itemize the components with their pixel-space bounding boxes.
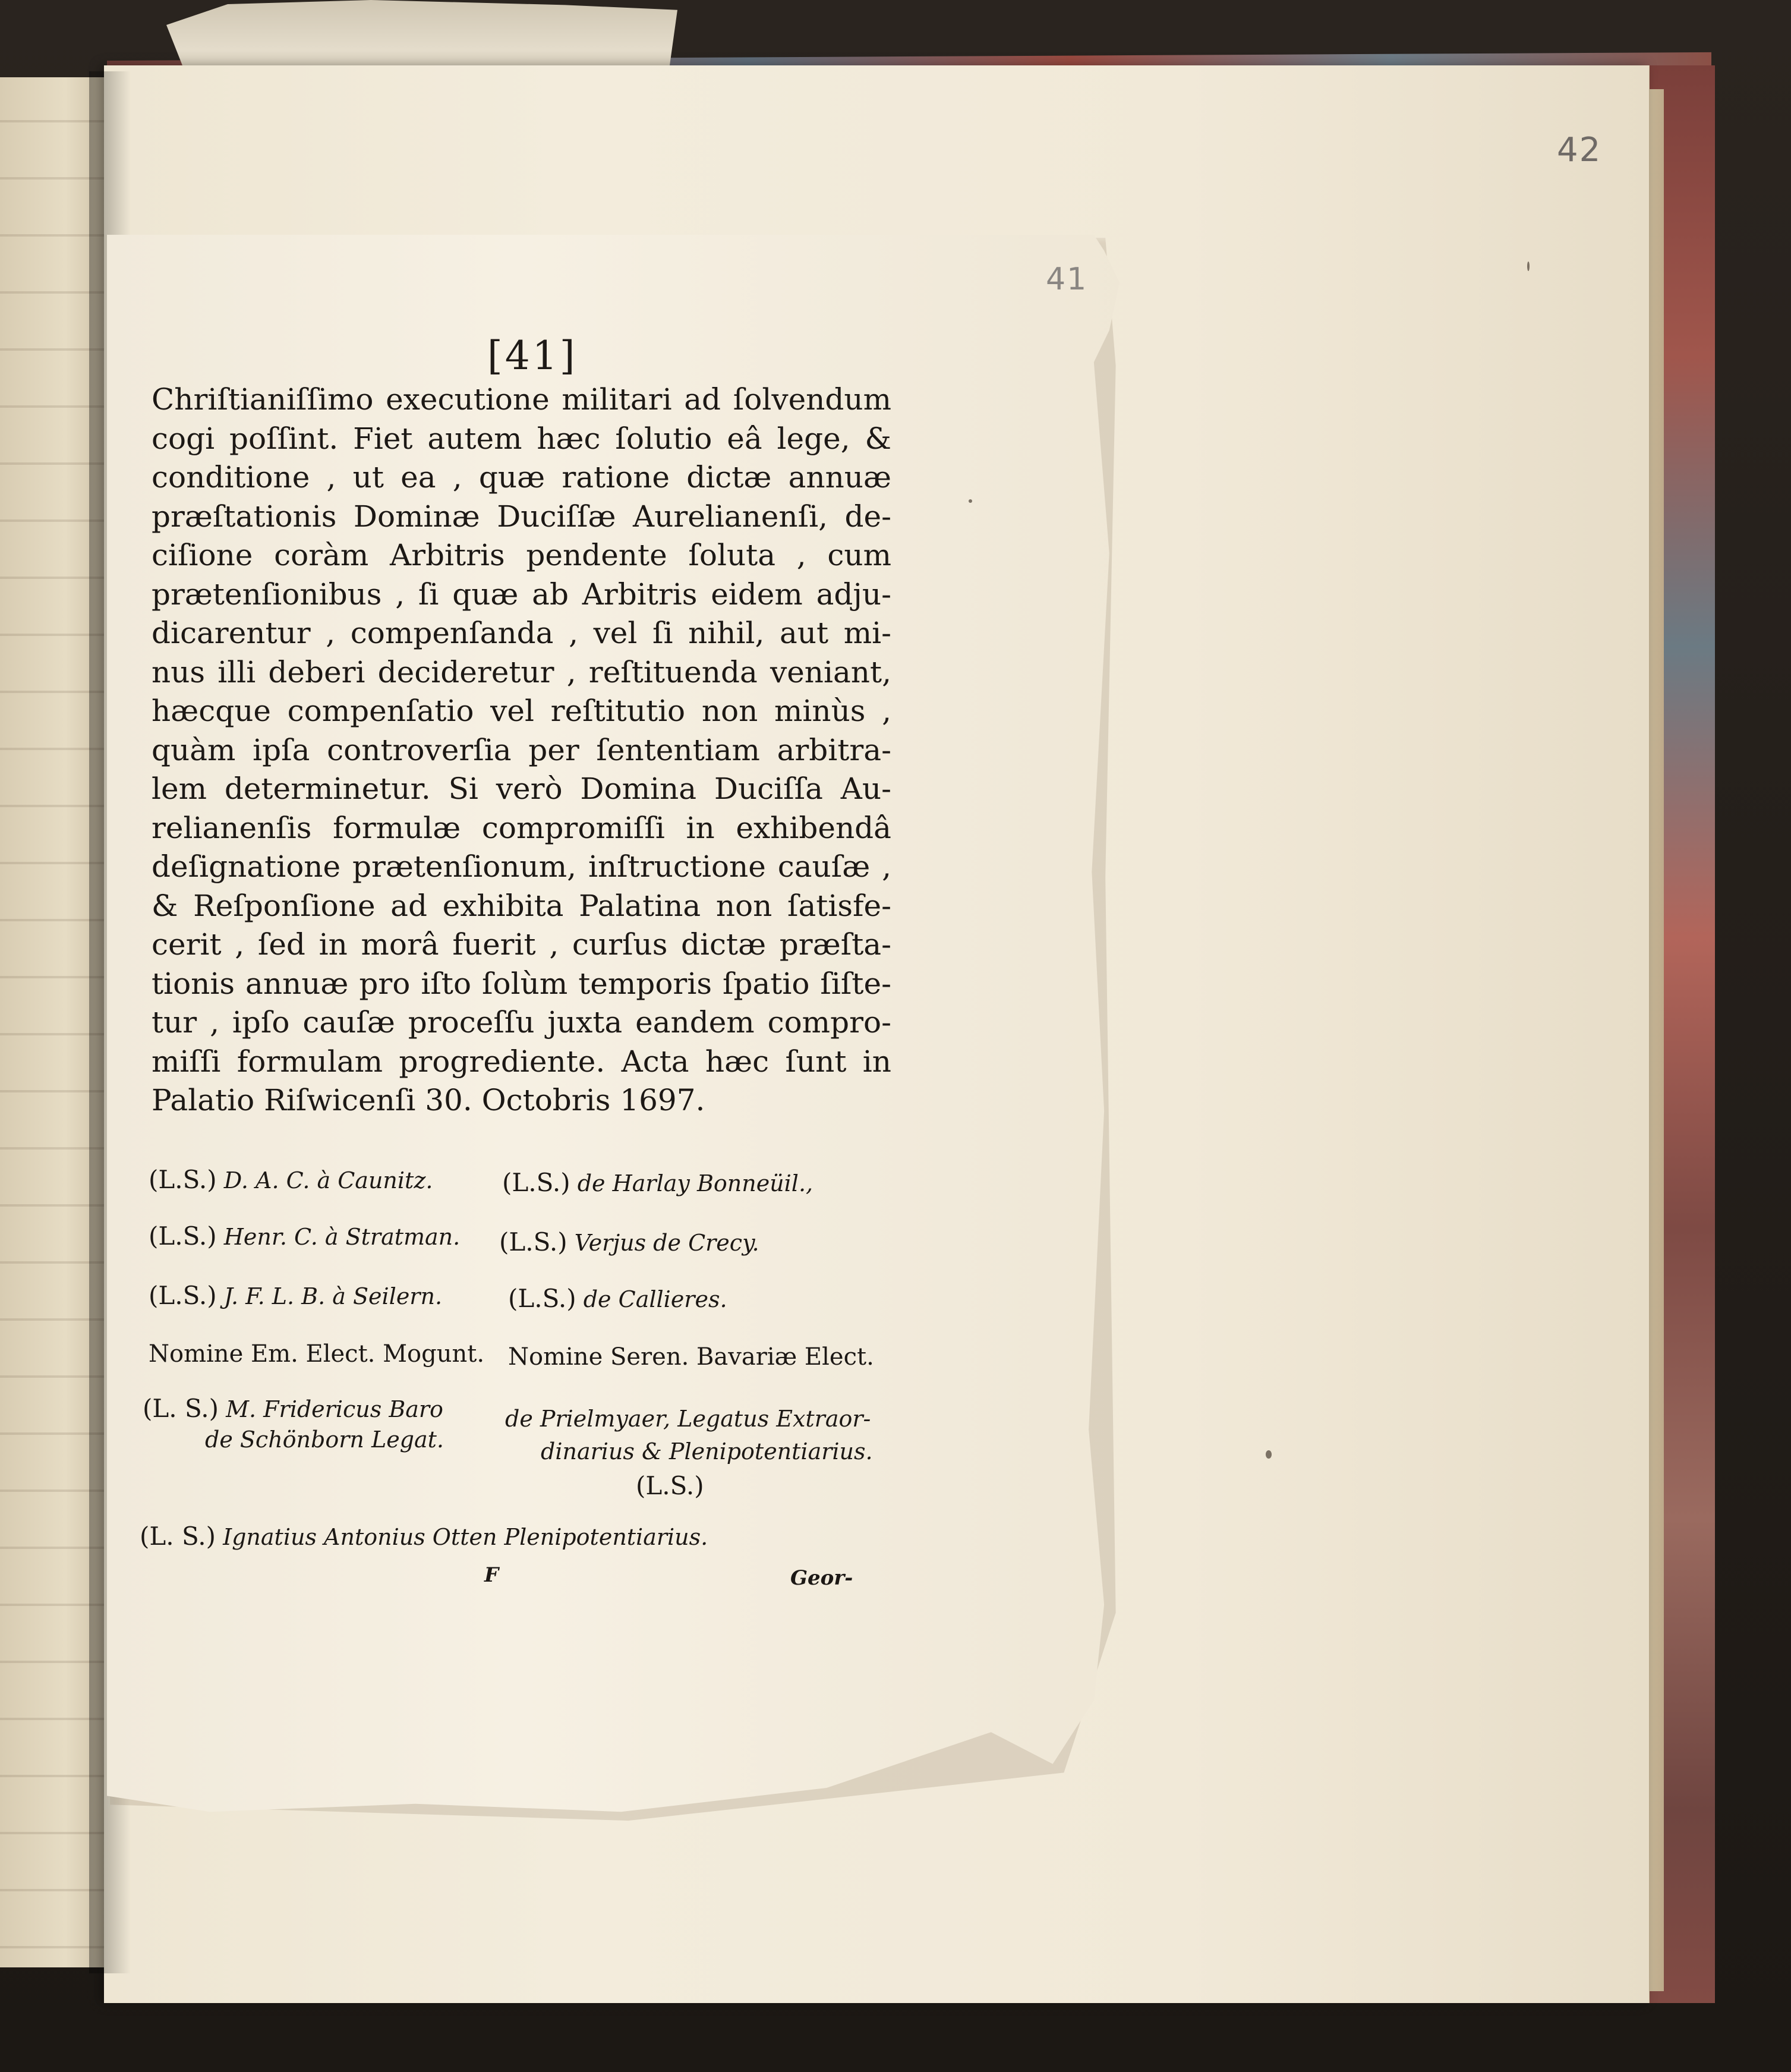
mainz-elector-heading: Nomine Em. Elect. Mogunt. <box>149 1340 485 1368</box>
seal-mark: (L.S.) <box>508 1284 576 1313</box>
seal-mark: (L. S.) <box>140 1522 216 1551</box>
signature-mark: F <box>484 1563 499 1587</box>
signatory-name: de Schönborn Legat. <box>205 1427 444 1453</box>
seal-mark: (L.S.) <box>499 1227 567 1257</box>
catchword: Geor- <box>790 1566 853 1590</box>
signatory-name: Verjus de Crecy. <box>574 1230 759 1256</box>
signatory-name: de Callieres. <box>583 1286 727 1312</box>
seal-mark: (L.S.) <box>502 1168 570 1197</box>
signatory-name: Ignatius Antonius Otten Plenipotentiarius. <box>223 1524 708 1550</box>
signatory-name: J. F. L. B. à Seilern. <box>223 1283 443 1309</box>
signature-stratman <box>149 1221 460 1251</box>
signatory-name: de Harlay Bonneüil., <box>577 1170 813 1196</box>
paper-speck <box>1527 262 1530 271</box>
signatory-name: D. A. C. à Caunitz. <box>223 1167 433 1194</box>
text-line: ciſione coràm Arbitris pendente ſoluta , cum <box>152 538 891 572</box>
signatory-name: M. Fridericus Baro <box>226 1396 443 1422</box>
text-line: præſtationis Dominæ Duciſſæ Aurelianenſi, de- <box>152 499 891 534</box>
text-line: & Reſponſione ad exhibita Palatina non ſatisfe- <box>152 888 891 923</box>
signature-seilern <box>149 1281 442 1310</box>
text-line: lem determinetur. Si verò Domina Duciſſa Au- <box>152 772 891 806</box>
signature-prielmyaer-seal <box>636 1471 704 1500</box>
paper-speck <box>969 499 972 503</box>
text-line: quàm ipſa controverſia per ſententiam arbitra- <box>152 732 891 767</box>
seal-mark: (L. S.) <box>143 1394 219 1423</box>
text-line: tionis annuæ pro iſto ſolùm temporis ſpatio ſiſte- <box>152 966 891 1001</box>
text-line: cerit , ſed in morâ fuerit , curſus dictæ præſta- <box>152 927 891 962</box>
bavaria-elector-heading: Nomine Seren. Bavariæ Elect. <box>508 1343 874 1371</box>
pencil-leaf-number: 41 <box>1046 262 1088 297</box>
signature-caunitz <box>149 1165 433 1194</box>
text-line: tur , ipſo cauſæ proceſſu juxta eandem compro- <box>152 1005 891 1040</box>
signatory-name: de Prielmyaer, Legatus Extraor- <box>505 1406 871 1432</box>
text-line: Palatio Riſwicenſi 30. Octobris 1697. <box>152 1083 705 1117</box>
text-line: relianenſis formulæ compromiſſi in exhibendâ <box>152 810 891 845</box>
signature-harlay <box>502 1168 813 1197</box>
signatory-name: dinarius & Plenipotentiarius. <box>541 1438 873 1465</box>
text-line: Chriſtianiſſimo executione militari ad ſolvendum <box>152 382 891 417</box>
text-line: nus illi deberi decideretur , reſtituenda veniant, <box>152 654 891 689</box>
signature-otten <box>140 1522 708 1551</box>
body-paragraph <box>152 380 891 1120</box>
text-line: hæcque compenſatio vel reſtitutio non minùs , <box>152 694 891 728</box>
pencil-folio-number: 42 <box>1557 131 1602 169</box>
seal-mark: (L.S.) <box>636 1471 704 1500</box>
printed-page-number: [41] <box>487 333 578 379</box>
seal-mark: (L.S.) <box>149 1221 217 1251</box>
signature-schonborn <box>143 1394 443 1423</box>
text-line: conditione , ut ea , quæ ratione dictæ annuæ <box>152 460 891 495</box>
seal-mark: (L.S.) <box>149 1281 217 1310</box>
text-line: deſignatione prætenſionum, inſtructione cauſæ , <box>152 849 891 884</box>
text-line: dicarentur , compenſanda , vel ſi nihil, aut mi- <box>152 616 891 650</box>
signature-prielmyaer <box>505 1406 871 1432</box>
paper-speck <box>1266 1450 1272 1459</box>
signature-verjus <box>499 1227 759 1257</box>
seal-mark: (L.S.) <box>149 1165 217 1194</box>
signature-callieres <box>508 1284 727 1313</box>
text-line: prætenſionibus , ſi quæ ab Arbitris eidem adju- <box>152 577 891 612</box>
signatory-name: Henr. C. à Stratman. <box>223 1224 461 1250</box>
text-line: miſſi formulam progrediente. Acta hæc ſunt in <box>152 1044 891 1079</box>
signature-prielmyaer-line2 <box>541 1438 873 1465</box>
signature-schonborn-line2 <box>205 1427 444 1453</box>
text-line: cogi poſſint. Fiet autem hæc ſolutio eâ lege, & <box>152 421 891 456</box>
